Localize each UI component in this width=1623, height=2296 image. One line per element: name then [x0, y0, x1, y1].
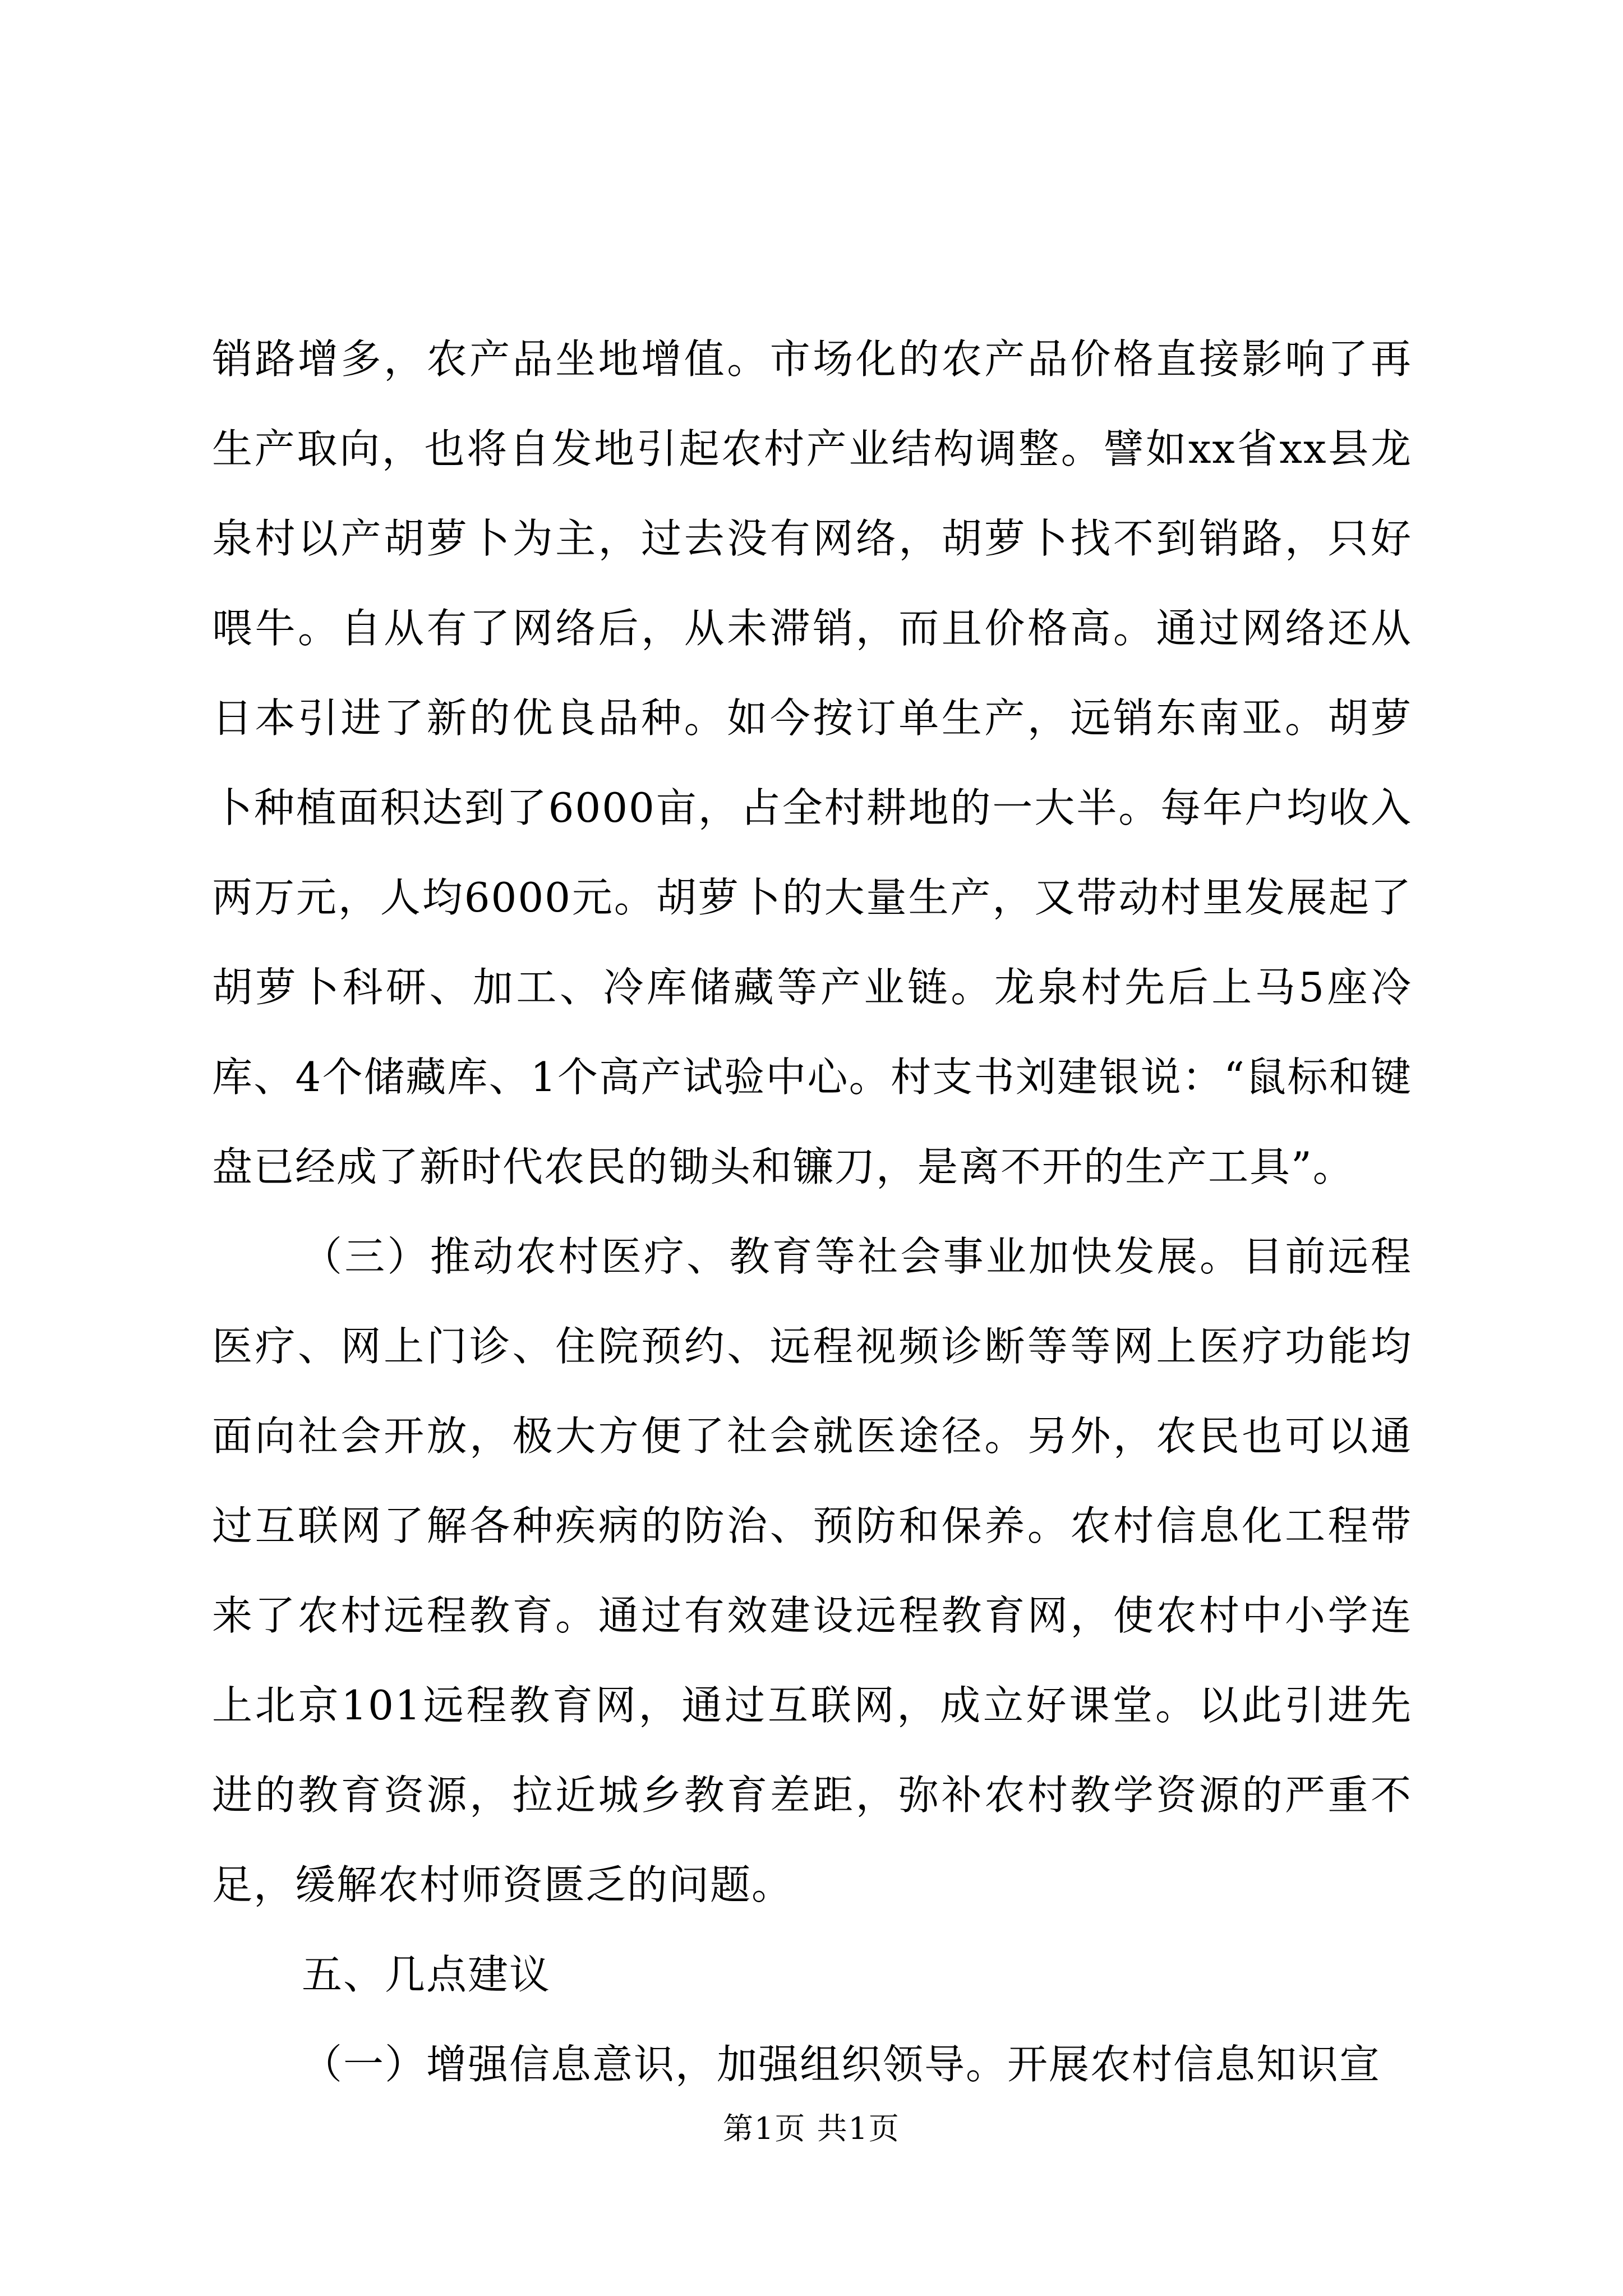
page-footer: 第1页 共1页 — [723, 2111, 900, 2146]
paragraph-medical-education: （三）推动农村医疗、教育等社会事业加快发展。目前远程医疗、网上门诊、住院预约、远程视频诊断等等网上医疗功能均面向社会开放，极大方便了社会就医途径。另外，农民也可以通过互联网了解各种疾病的防治、预防和保养。农村信息化工程带来了农村远程教育。通过有效建设远程教育网，使农村中小学连上北京101远程教育网，通过互联网，成立好课堂。以此引进先进的教育资源，拉近城乡教育差距，弥补农村教学资源的严重不足，缓解农村师资匮乏的问题。 — [212, 1233, 1412, 1908]
paragraph-continuation: 销路增多，农产品坐地增值。市场化的农产品价格直接影响了再生产取向，也将自发地引起农村产业结构调整。譬如xx省xx县龙泉村以产胡萝卜为主，过去没有网络，胡萝卜找不到销路，只好喂牛。自从有了网络后，从未滞销，而且价格高。通过网络还从日本引进了新的优良品种。如今按订单生产，远销东南亚。胡萝卜种植面积达到了6000亩，占全村耕地的一大半。每年户均收入两万元，人均6000元。胡萝卜的大量生产，又带动村里发展起了胡萝卜科研、加工、冷库储藏等产业链。龙泉村先后上马5座冷库、4个储藏库、1个高产试验中心。村支书刘建银说：“鼠标和键盘已经成了新时代农民的锄头和镰刀，是离不开的生产工具”。 — [212, 335, 1412, 1190]
section-heading-suggestions: 五、几点建议 — [302, 1951, 551, 1998]
paragraph-suggestion-one: （一）增强信息意识，加强组织领导。开展农村信息知识宣 — [302, 2041, 1381, 2088]
document-body — [212, 314, 1412, 2109]
